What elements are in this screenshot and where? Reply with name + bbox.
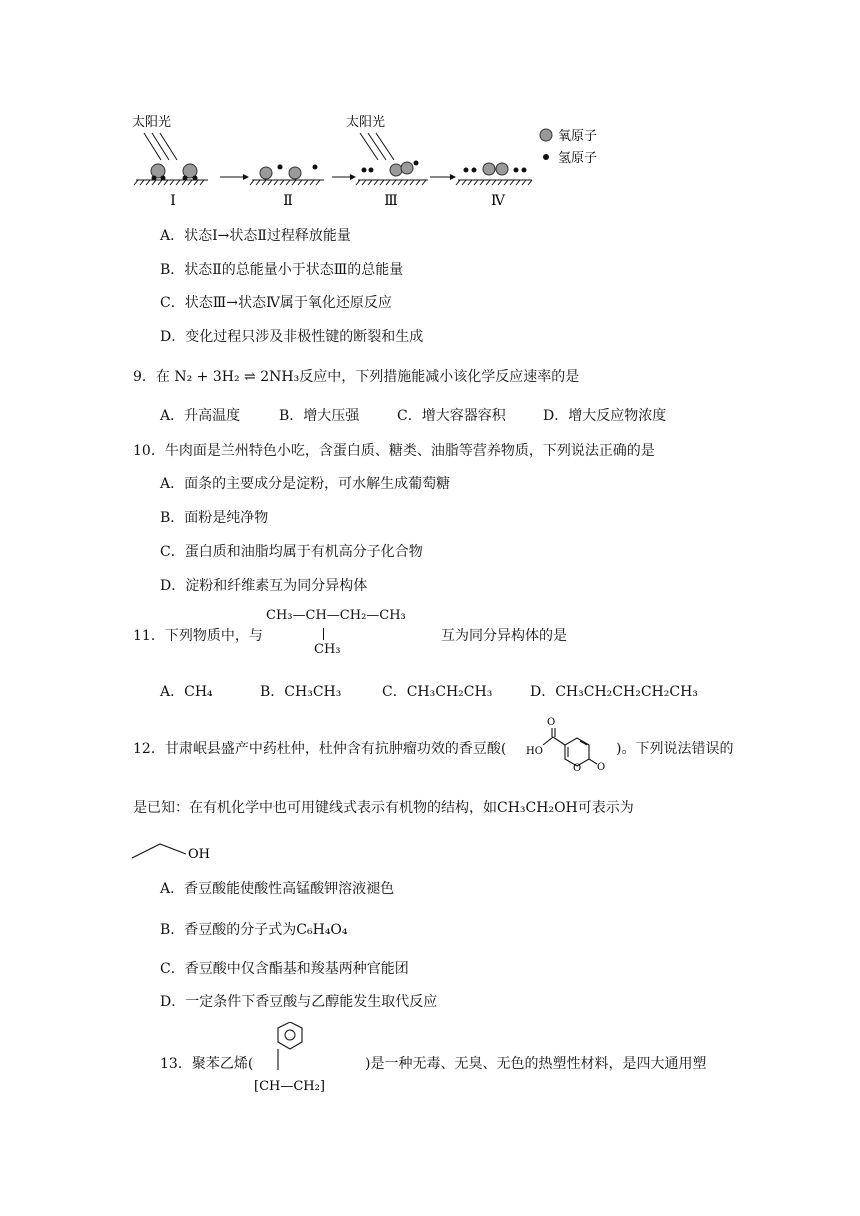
arrow-1-2 bbox=[220, 174, 249, 180]
ethanol-skeletal-structure bbox=[130, 832, 220, 864]
q11-structure-bond bbox=[323, 628, 324, 640]
q10-option-d: D．淀粉和纤维素互为同分异构体 bbox=[160, 578, 368, 594]
carboxyl-o-label: O bbox=[547, 717, 556, 728]
q9-stem bbox=[133, 366, 579, 386]
q11-option-c: C．CH₃CH₂CH₃ bbox=[382, 684, 493, 700]
q13-prefix: 13．聚苯乙烯( bbox=[160, 1056, 254, 1072]
q11-structure bbox=[266, 608, 441, 660]
q11-option-b: B．CH₃CH₃ bbox=[260, 684, 342, 700]
q11-option-d: D．CH₃CH₂CH₂CH₂CH₃ bbox=[530, 684, 698, 700]
polystyrene-structure bbox=[250, 1022, 360, 1102]
q9-prefix: 9．在 bbox=[133, 369, 175, 385]
q8-option-a: A．状态Ⅰ→状态Ⅱ过程释放能量 bbox=[160, 228, 351, 244]
q11-option-a: A．CH₄ bbox=[160, 684, 213, 700]
q11-structure-main: CH₃—CH—CH₂—CH₃ bbox=[266, 608, 406, 623]
q9-option-a: A．升高温度 bbox=[160, 408, 241, 424]
oh-label: OH bbox=[188, 847, 210, 862]
q12-line2: 是已知：在有机化学中也可用键线式表示有机物的结构，如CH₃CH₂OH可表示为 bbox=[133, 800, 634, 816]
coumalic-acid-structure bbox=[525, 715, 615, 773]
sunlight-label-1: 太阳光 bbox=[132, 115, 172, 130]
arrow-3-4 bbox=[430, 174, 456, 180]
state-label-1: Ⅰ bbox=[170, 193, 176, 209]
sunlight-arrows-1 bbox=[144, 133, 177, 160]
q12-stem-suffix: )。下列说法错误的 bbox=[616, 741, 734, 757]
q12-option-b: B．香豆酸的分子式为C₆H₄O₄ bbox=[160, 922, 348, 938]
q9-option-d: D．增大反应物浓度 bbox=[543, 408, 667, 424]
arrow-2-3 bbox=[332, 174, 356, 180]
q10-stem: 10．牛肉面是兰州特色小吃，含蛋白质、糖类、油脂等营养物质，下列说法正确的是 bbox=[133, 443, 655, 459]
q8-option-b: B．状态Ⅱ的总能量小于状态Ⅲ的总能量 bbox=[160, 262, 404, 278]
surface-3 bbox=[356, 161, 428, 186]
q10-option-a: A．面条的主要成分是淀粉，可水解生成葡萄糖 bbox=[160, 476, 451, 492]
q12-option-c: C．香豆酸中仅含酯基和羧基两种官能团 bbox=[160, 961, 409, 977]
legend-oxygen-label: 氧原子 bbox=[558, 129, 598, 144]
surface-1 bbox=[134, 164, 208, 185]
q11-suffix: 互为同分异构体的是 bbox=[441, 628, 567, 644]
q11-structure-branch: CH₃ bbox=[314, 642, 341, 657]
legend-hydrogen-label: 氢原子 bbox=[558, 151, 598, 166]
polymer-repeat-unit: [CH—CH₂] bbox=[254, 1079, 325, 1094]
ho-label: HO bbox=[526, 746, 543, 757]
q9-equation: N₂ + 3H₂ ⇌ 2NH₃ bbox=[174, 369, 300, 385]
surface-4 bbox=[456, 163, 532, 185]
state-label-2: Ⅱ bbox=[283, 193, 293, 209]
ring-o-label: O bbox=[573, 763, 582, 773]
state-label-3: Ⅲ bbox=[384, 193, 398, 209]
q12-option-a: A．香豆酸能使酸性高锰酸钾溶液褪色 bbox=[160, 881, 395, 897]
sunlight-arrows-2 bbox=[360, 133, 394, 160]
q8-option-d: D．变化过程只涉及非极性键的断裂和生成 bbox=[160, 329, 424, 345]
q9-option-b: B．增大压强 bbox=[279, 408, 360, 424]
reaction-diagram bbox=[128, 108, 628, 213]
q12-stem-prefix: 12．甘肃岷县盛产中药杜仲，杜仲含有抗肿瘤功效的香豆酸( bbox=[133, 741, 507, 757]
state-label-4: Ⅳ bbox=[491, 193, 505, 209]
q10-option-c: C．蛋白质和油脂均属于有机高分子化合物 bbox=[160, 544, 423, 560]
q12-option-d: D．一定条件下香豆酸与乙醇能发生取代反应 bbox=[160, 994, 438, 1010]
q9-option-c: C．增大容器容积 bbox=[397, 408, 506, 424]
q10-option-b: B．面粉是纯净物 bbox=[160, 510, 269, 526]
q11-prefix: 11．下列物质中，与 bbox=[133, 628, 263, 644]
q13-suffix: )是一种无毒、无臭、无色的热塑性材料，是四大通用塑 bbox=[365, 1056, 707, 1072]
hydrogen-legend-icon bbox=[543, 154, 549, 160]
surface-2 bbox=[250, 165, 324, 186]
carbonyl-o-label: O bbox=[597, 762, 606, 773]
oxygen-legend-icon bbox=[540, 129, 552, 141]
q9-suffix: 反应中，下列措施能减小该化学反应速率的是 bbox=[299, 369, 580, 385]
sunlight-label-2: 太阳光 bbox=[346, 115, 386, 130]
q8-option-c: C．状态Ⅲ→状态Ⅳ属于氧化还原反应 bbox=[160, 295, 392, 311]
